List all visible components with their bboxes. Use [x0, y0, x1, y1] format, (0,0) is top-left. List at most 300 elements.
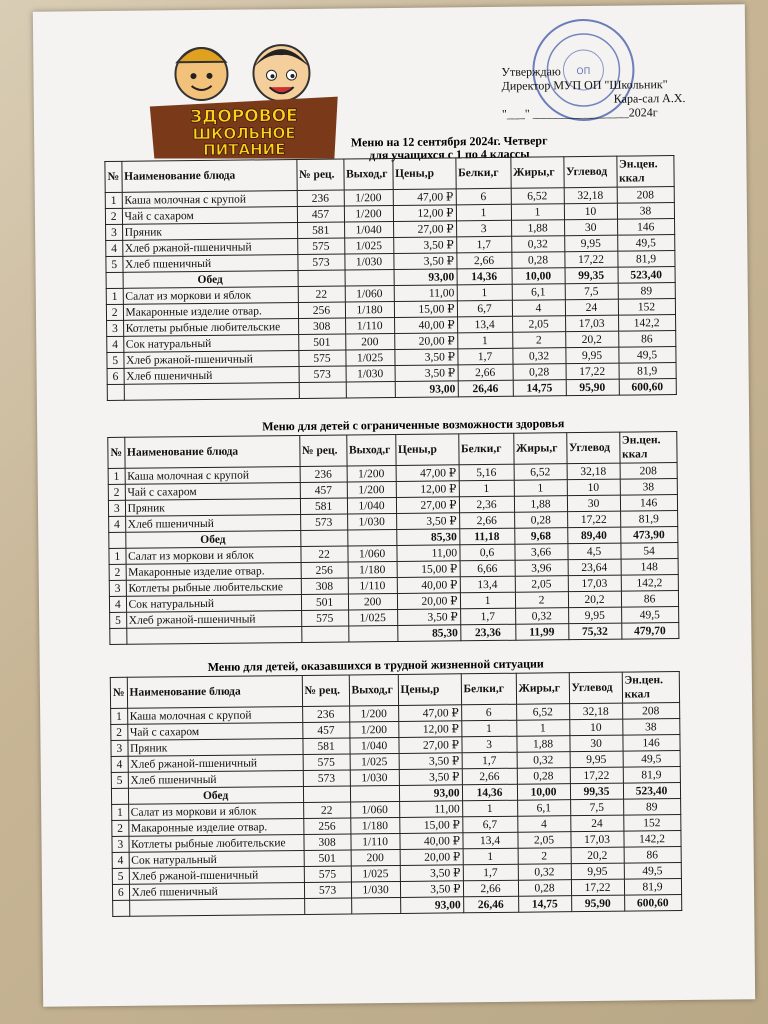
cell-no: 3	[109, 580, 126, 596]
cell-b: 2,36	[459, 496, 514, 513]
cell-e: 81,9	[623, 767, 680, 784]
cell-u: 7,5	[565, 283, 618, 300]
total-b: 14,36	[457, 268, 512, 285]
cell-price: 20,00 ₽	[397, 593, 460, 610]
cell-no: 2	[111, 724, 128, 740]
cell-no: 2	[105, 208, 122, 224]
total-price: 85,30	[396, 529, 459, 546]
header-price: Цены,р	[398, 674, 461, 706]
cell-e: 49,5	[617, 235, 674, 252]
cell-name: Пряник	[122, 222, 297, 240]
total-u: 95,90	[566, 379, 619, 396]
cell-u: 17,03	[570, 831, 623, 848]
cell-no	[110, 628, 127, 644]
cell-u: 17,22	[564, 251, 617, 268]
cell-e: 152	[623, 815, 680, 832]
total-f: 9,68	[514, 528, 567, 545]
cell-rec: 581	[300, 498, 347, 514]
total-price: 93,00	[395, 381, 458, 398]
cell-b: 6	[456, 188, 511, 205]
cell-no: 2	[112, 820, 129, 836]
cell-rec: 573	[299, 366, 346, 382]
cell-b: 1,7	[460, 608, 515, 625]
cell-rec: 308	[298, 318, 345, 334]
cell-price: 3,50 ₽	[400, 865, 463, 882]
cell-no: 4	[111, 756, 128, 772]
menu-table-difficult	[110, 671, 682, 917]
total-b: 26,46	[463, 896, 518, 913]
cell-name: Сок натуральный	[129, 850, 304, 868]
header-name: Наименование блюда	[124, 435, 299, 468]
cell-price: 3,50 ₽	[397, 609, 460, 626]
cell-out: 1/030	[347, 513, 396, 530]
cell-rec: 575	[301, 610, 348, 626]
cell-name	[126, 626, 301, 644]
cell-b: 1	[463, 848, 518, 865]
cell-b: 6,7	[462, 816, 517, 833]
header-out: Выход,г	[349, 674, 398, 706]
cell-f: 0,32	[517, 752, 570, 769]
cell-price: 3,50 ₽	[394, 349, 457, 366]
cell-u: 17,03	[568, 575, 621, 592]
cell-name: Чай с сахаром	[122, 207, 297, 225]
cell-name	[129, 898, 304, 916]
cell-u: 17,22	[571, 879, 624, 896]
header-b: Белки,г	[458, 433, 513, 465]
menu-title-line1: Меню на 12 сентября 2024г. Четверг	[350, 133, 548, 150]
cell-out	[350, 785, 399, 802]
cell-u: 10	[564, 203, 617, 220]
cell-out: 1/040	[347, 497, 396, 514]
cell-out: 1/040	[344, 221, 393, 238]
cell-name	[124, 382, 299, 400]
total-b: 26,46	[458, 380, 513, 397]
cell-out: 1/110	[350, 833, 399, 850]
cell-b: 3	[461, 736, 516, 753]
cell-e: 38	[617, 203, 674, 220]
cell-u: 17,22	[570, 767, 623, 784]
cell-price: 47,00 ₽	[393, 189, 456, 206]
cell-u: 30	[567, 495, 620, 512]
cell-name: Хлеб ржаной-пшеничный	[122, 238, 297, 256]
cell-e: 86	[624, 847, 681, 864]
cell-e: 208	[622, 703, 679, 720]
cell-f: 3,66	[514, 544, 567, 561]
cell-out: 1/025	[350, 753, 399, 770]
cell-name: Макаронные изделие отвар.	[128, 818, 303, 836]
cell-u: 32,18	[564, 187, 617, 204]
header-rec: № рец.	[302, 675, 349, 706]
cell-out	[345, 269, 394, 286]
cell-u: 24	[570, 815, 623, 832]
cell-b: 2,66	[458, 364, 513, 381]
cell-name: Хлеб ржаной-пшеничный	[126, 610, 301, 628]
cell-u: 32,18	[567, 463, 620, 480]
cell-price: 3,50 ₽	[400, 881, 463, 898]
cell-out: 200	[345, 333, 394, 350]
cell-e: 81,9	[617, 251, 674, 268]
cell-name: Салат из моркови и яблок	[128, 802, 303, 820]
cell-f: 0,32	[512, 348, 565, 365]
cell-u: 17,22	[567, 511, 620, 528]
cell-out	[346, 381, 395, 398]
total-f: 10,00	[512, 268, 565, 285]
approval-line-2: Директор МУП ОП "Школьник"	[501, 77, 668, 93]
total-b: 11,18	[459, 528, 514, 545]
cell-out: 1/200	[349, 721, 398, 738]
cell-no: 5	[107, 352, 124, 368]
header-e: Эн.цен. ккал	[616, 156, 673, 188]
header-no: №	[105, 161, 122, 192]
header-no: №	[108, 437, 125, 468]
header-e: Эн.цен. ккал	[619, 432, 676, 464]
cell-b: 1,7	[457, 348, 512, 365]
cell-out: 1/180	[350, 817, 399, 834]
total-price: 93,00	[399, 785, 462, 802]
cell-name: Сок натуральный	[126, 594, 301, 612]
cell-price: 47,00 ₽	[398, 705, 461, 722]
cell-e: 81,9	[620, 511, 677, 528]
cell-f: 6,52	[511, 188, 564, 205]
cell-rec	[303, 786, 350, 802]
cell-no: 5	[106, 256, 123, 272]
cell-price: 47,00 ₽	[396, 465, 459, 482]
total-u: 95,90	[571, 895, 624, 912]
cell-name: Каша молочная с крупой	[127, 706, 302, 724]
logo-text-line1: ЗДОРОВОЕ	[190, 105, 298, 128]
cell-u: 32,18	[569, 703, 622, 720]
cell-b: 13,4	[460, 576, 515, 593]
cell-rec: 581	[302, 738, 349, 754]
cell-price: 12,00 ₽	[396, 481, 459, 498]
cell-no: 2	[109, 564, 126, 580]
cell-no: 5	[112, 868, 129, 884]
cell-b: 1	[460, 592, 515, 609]
cell-e: 38	[620, 479, 677, 496]
total-e: 479,70	[621, 623, 678, 640]
cell-rec: 457	[300, 482, 347, 498]
cell-f: 6,52	[514, 464, 567, 481]
cell-out: 1/025	[351, 865, 400, 882]
cell-out: 1/025	[345, 349, 394, 366]
cell-name: Хлеб пшеничный	[125, 514, 300, 532]
cell-name: Каша молочная с крупой	[125, 466, 300, 484]
total-u: 75,32	[568, 623, 621, 640]
cell-rec: 236	[300, 466, 347, 482]
cell-b: 1	[459, 480, 514, 497]
cell-no: 1	[112, 804, 129, 820]
cell-u: 9,95	[571, 863, 624, 880]
cell-b: 6,7	[457, 300, 512, 317]
logo-text-line2: ШКОЛЬНОЕ	[192, 124, 296, 144]
menu-title-line2: для учащихся с 1 по 4 классы	[369, 146, 530, 163]
cell-no: 6	[112, 884, 129, 900]
cell-rec: 22	[298, 286, 345, 302]
cell-out: 1/110	[345, 317, 394, 334]
cell-rec: 575	[303, 754, 350, 770]
cell-b: 2,66	[463, 880, 518, 897]
cell-u: 9,95	[564, 235, 617, 252]
cell-e: 49,5	[623, 751, 680, 768]
cell-e: 142,2	[623, 831, 680, 848]
cell-price: 40,00 ₽	[397, 577, 460, 594]
cell-f: 1,88	[514, 496, 567, 513]
menu-sheet	[33, 4, 755, 1006]
cell-f: 1,88	[516, 736, 569, 753]
cell-out: 200	[348, 593, 397, 610]
cell-rec: 573	[297, 254, 344, 270]
cell-u: 30	[569, 735, 622, 752]
cell-f: 2	[515, 592, 568, 609]
cell-u: 4,5	[567, 543, 620, 560]
cell-out: 1/060	[347, 545, 396, 562]
cell-rec: 501	[301, 594, 348, 610]
cell-f: 2	[518, 848, 571, 865]
menu-table-health	[107, 431, 679, 645]
cell-u: 30	[564, 219, 617, 236]
cell-name: Котлеты рыбные любительские	[126, 578, 301, 596]
header-no: №	[110, 677, 127, 708]
header-rec: № рец.	[299, 435, 346, 466]
cell-price: 3,50 ₽	[395, 365, 458, 382]
approval-line-4: "___" ________________2024г	[501, 105, 658, 121]
cell-no: 1	[109, 548, 126, 564]
cell-rec	[300, 530, 347, 546]
cell-rec: 236	[302, 706, 349, 722]
cell-rec: 22	[300, 546, 347, 562]
header-u: Углевод	[563, 156, 616, 188]
cell-f: 0,28	[518, 880, 571, 897]
cell-out: 1/025	[348, 609, 397, 626]
header-price: Цены,р	[395, 434, 458, 466]
cell-name: Чай с сахаром	[127, 722, 302, 740]
cell-price: 40,00 ₽	[394, 317, 457, 334]
cell-no	[113, 900, 130, 916]
lunch-label: Обед	[125, 530, 300, 548]
cell-f: 6,52	[516, 704, 569, 721]
total-e: 523,40	[623, 783, 680, 800]
cell-no: 1	[108, 468, 125, 484]
cell-rec: 256	[301, 562, 348, 578]
cell-no: 1	[106, 288, 123, 304]
total-u: 99,35	[565, 267, 618, 284]
cell-u: 23,64	[568, 559, 621, 576]
cell-f: 0,28	[514, 512, 567, 529]
cell-rec: 573	[303, 770, 350, 786]
approval-block	[501, 62, 742, 121]
cell-b: 1	[456, 204, 511, 221]
cell-b: 1	[457, 332, 512, 349]
cell-price: 3,50 ₽	[393, 253, 456, 270]
cell-u: 9,95	[570, 751, 623, 768]
cell-rec: 575	[298, 350, 345, 366]
cell-no: 5	[111, 772, 128, 788]
cell-no	[106, 272, 123, 288]
cell-price: 27,00 ₽	[398, 737, 461, 754]
cell-out: 1/040	[349, 737, 398, 754]
cell-out: 1/200	[344, 189, 393, 206]
cell-no: 2	[108, 484, 125, 500]
cell-f: 0,32	[518, 864, 571, 881]
cell-no: 4	[106, 240, 123, 256]
cell-rec: 501	[298, 334, 345, 350]
cell-e: 142,2	[618, 315, 675, 332]
cell-e: 146	[622, 735, 679, 752]
cell-price: 11,00	[396, 545, 459, 562]
total-f: 14,75	[513, 380, 566, 397]
cell-price: 11,00	[399, 801, 462, 818]
cell-f: 0,32	[515, 608, 568, 625]
total-u: 89,40	[567, 527, 620, 544]
cell-out: 1/180	[348, 561, 397, 578]
cell-no: 6	[107, 368, 124, 384]
cell-price: 20,00 ₽	[400, 849, 463, 866]
cell-rec: 501	[304, 850, 351, 866]
cell-out: 1/200	[347, 481, 396, 498]
cell-f: 2	[512, 332, 565, 349]
cell-price: 12,00 ₽	[398, 721, 461, 738]
total-price: 93,00	[400, 897, 463, 914]
header-f: Жиры,г	[516, 673, 569, 705]
cell-no: 4	[109, 516, 126, 532]
cell-b: 2,66	[459, 512, 514, 529]
cell-name: Каша молочная с крупой	[122, 191, 297, 209]
cell-out: 1/180	[345, 301, 394, 318]
approval-line-1: Утверждаю	[501, 64, 561, 79]
cell-e: 89	[623, 799, 680, 816]
header-name: Наименование блюда	[121, 160, 296, 193]
cell-f: 1,88	[511, 220, 564, 237]
cell-b: 1	[462, 800, 517, 817]
total-b: 14,36	[462, 784, 517, 801]
header-f: Жиры,г	[513, 433, 566, 465]
cell-b: 3	[456, 220, 511, 237]
cell-e: 49,5	[624, 863, 681, 880]
cell-e: 86	[618, 331, 675, 348]
cell-no: 3	[112, 836, 129, 852]
cell-rec	[301, 626, 348, 642]
cell-out: 1/025	[344, 237, 393, 254]
cell-e: 148	[621, 559, 678, 576]
cell-price: 40,00 ₽	[399, 833, 462, 850]
total-u: 99,35	[570, 783, 623, 800]
cell-b: 1,7	[462, 752, 517, 769]
cell-f: 0,28	[513, 364, 566, 381]
cell-out: 1/200	[344, 205, 393, 222]
cell-no: 2	[106, 304, 123, 320]
total-e: 473,90	[620, 527, 677, 544]
cell-f: 4	[517, 816, 570, 833]
cell-rec: 308	[304, 834, 351, 850]
cell-rec: 236	[297, 190, 344, 206]
cell-e: 49,5	[618, 347, 675, 364]
cell-b: 13,4	[462, 832, 517, 849]
cell-price: 15,00 ₽	[394, 301, 457, 318]
cell-rec: 22	[303, 802, 350, 818]
cell-u: 10	[569, 719, 622, 736]
cell-no: 3	[111, 740, 128, 756]
cell-e: 38	[622, 719, 679, 736]
cell-price: 27,00 ₽	[393, 221, 456, 238]
header-b: Белки,г	[461, 673, 516, 705]
cell-f: 0,28	[511, 252, 564, 269]
header-u: Углевод	[566, 432, 619, 464]
cell-name: Салат из моркови и яблок	[125, 546, 300, 564]
cell-price: 3,50 ₽	[399, 753, 462, 770]
cell-name: Хлеб пшеничный	[122, 254, 297, 272]
cell-e: 142,2	[621, 575, 678, 592]
section-title-2: Меню для детей с ограниченные возможности здоровья	[262, 416, 565, 434]
cell-out: 1/060	[345, 285, 394, 302]
cell-name: Хлеб пшеничный	[129, 882, 304, 900]
cell-f: 1	[511, 204, 564, 221]
cell-b: 1	[461, 720, 516, 737]
cell-out: 1/030	[346, 365, 395, 382]
header-rec: № рец.	[296, 159, 343, 190]
cell-f: 3,96	[515, 560, 568, 577]
cell-no: 3	[108, 500, 125, 516]
cell-e: 81,9	[624, 879, 681, 896]
cell-no: 4	[109, 596, 126, 612]
cell-e: 49,5	[621, 607, 678, 624]
cell-f: 2,05	[512, 316, 565, 333]
cell-name: Хлеб пшеничный	[128, 770, 303, 788]
cell-no	[111, 788, 128, 804]
cell-e: 146	[620, 495, 677, 512]
header-b: Белки,г	[455, 157, 510, 189]
cell-name: Макаронные изделие отвар.	[126, 562, 301, 580]
cell-out: 1/060	[350, 801, 399, 818]
cell-no	[109, 532, 126, 548]
cell-rec	[299, 382, 346, 398]
cell-no: 1	[111, 708, 128, 724]
total-e: 600,60	[624, 895, 681, 912]
cell-f: 4	[512, 300, 565, 317]
cell-u: 20,2	[571, 847, 624, 864]
header-name: Наименование блюда	[127, 675, 302, 708]
cell-e: 89	[618, 283, 675, 300]
cell-u: 20,2	[565, 331, 618, 348]
cell-out: 1/110	[348, 577, 397, 594]
cell-price: 3,50 ₽	[393, 237, 456, 254]
total-b: 23,36	[460, 624, 515, 641]
cell-name: Хлеб ржаной-пшеничный	[128, 754, 303, 772]
header-price: Цены,р	[392, 158, 455, 190]
cell-rec: 308	[301, 578, 348, 594]
cell-out: 1/030	[350, 769, 399, 786]
cell-f: 1	[516, 720, 569, 737]
cell-no: 3	[106, 224, 123, 240]
total-f: 11,99	[515, 624, 568, 641]
header-f: Жиры,г	[510, 157, 563, 189]
cell-f: 2,05	[515, 576, 568, 593]
cell-e: 146	[617, 219, 674, 236]
cell-rec: 573	[300, 514, 347, 530]
cell-no: 4	[112, 852, 129, 868]
cell-name: Сок натуральный	[123, 334, 298, 352]
section-title-3: Меню для детей, оказавшихся в трудной жизненной ситуации	[207, 656, 544, 674]
cell-out: 1/200	[349, 705, 398, 722]
cell-name: Котлеты рыбные любительские	[129, 834, 304, 852]
cell-name: Пряник	[128, 738, 303, 756]
cell-f: 0,32	[511, 236, 564, 253]
logo-text-line3: ПИТАНИЕ	[203, 140, 286, 159]
cell-price: 15,00 ₽	[397, 561, 460, 578]
cell-rec: 457	[302, 722, 349, 738]
cell-f: 2,05	[517, 832, 570, 849]
approval-line-3: Кара-сал А.Х.	[613, 90, 686, 106]
cell-e: 54	[620, 543, 677, 560]
